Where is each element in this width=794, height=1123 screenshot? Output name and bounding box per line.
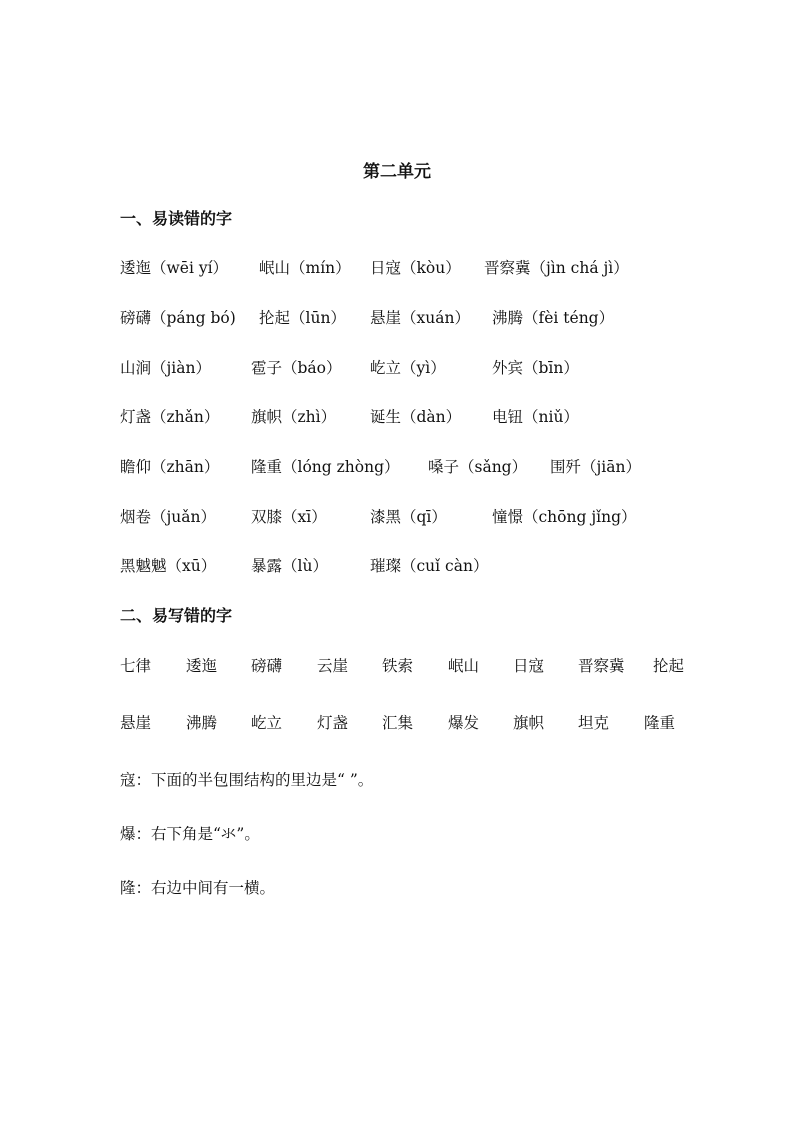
note-kou: 寇：下面的半包围结构的里边是“ ”。 [120,771,374,789]
miswritten-word: 磅礴 [251,657,283,675]
misread-item: 山涧（jiàn） [120,359,211,377]
misread-row [120,306,760,330]
misread-item: 屹立（yì） [370,359,446,377]
misread-item: 围歼（jiān） [550,458,641,476]
miswritten-word: 沸腾 [186,714,218,732]
section-heading-misread: 一、易读错的字 [120,209,233,228]
miswritten-row [120,654,760,678]
misread-item: 晋察冀（jìn chá jì） [484,259,629,277]
misread-item: 漆黑（qī） [370,508,447,526]
misread-row [120,356,760,380]
misread-item: 璀璨（cuǐ càn） [370,557,489,575]
misread-item: 电钮（niǔ） [492,408,579,426]
miswritten-word: 屹立 [251,714,283,732]
note-long: 隆：右边中间有一横。 [120,879,276,897]
misread-item: 烟卷（juǎn） [120,508,217,526]
page-title: 第二单元 [363,162,431,182]
misread-row [120,455,760,479]
miswritten-word: 隆重 [644,714,676,732]
misread-row [120,405,760,429]
miswritten-word: 七律 [120,657,152,675]
misread-item: 双膝（xī） [251,508,327,526]
miswritten-row [120,711,760,735]
miswritten-word: 坦克 [578,714,610,732]
miswritten-word: 铁索 [382,657,414,675]
misread-item: 外宾（bīn） [492,359,579,377]
misread-item: 瞻仰（zhān） [120,458,220,476]
misread-item: 日寇（kòu） [370,259,461,277]
misread-row [120,554,760,578]
misread-item: 悬崖（xuán） [370,309,470,327]
note-bao: 爆：右下角是“氺”。 [120,825,260,843]
misread-item: 逶迤（wēi yí） [120,259,229,277]
misread-item: 沸腾（fèi téng） [492,309,615,327]
section-heading-miswritten: 二、易写错的字 [120,606,233,625]
misread-item: 隆重（lóng zhòng） [251,458,400,476]
misread-item: 抡起（lūn） [259,309,346,327]
miswritten-word: 汇集 [382,714,414,732]
misread-item: 灯盏（zhǎn） [120,408,220,426]
miswritten-word: 日寇 [513,657,545,675]
misread-item: 暴露（lù） [251,557,328,575]
miswritten-word: 逶迤 [186,657,218,675]
miswritten-word: 晋察冀 [578,657,625,675]
miswritten-word: 抡起 [653,657,685,675]
misread-row [120,256,760,280]
misread-item: 旗帜（zhì） [251,408,337,426]
misread-item: 诞生（dàn） [370,408,462,426]
miswritten-word: 灯盏 [317,714,349,732]
misread-row [120,505,760,529]
misread-item: 雹子（báo） [251,359,342,377]
misread-item: 嗓子（sǎng） [428,458,528,476]
miswritten-word: 旗帜 [513,714,545,732]
miswritten-word: 云崖 [317,657,349,675]
misread-item: 憧憬（chōng jǐng） [492,508,637,526]
miswritten-word: 爆发 [448,714,480,732]
miswritten-word: 悬崖 [120,714,152,732]
misread-item: 岷山（mín） [259,259,351,277]
miswritten-word: 岷山 [448,657,480,675]
misread-item: 黑魆魆（xū） [120,557,217,575]
misread-item: 磅礴（páng bó) [120,309,236,327]
